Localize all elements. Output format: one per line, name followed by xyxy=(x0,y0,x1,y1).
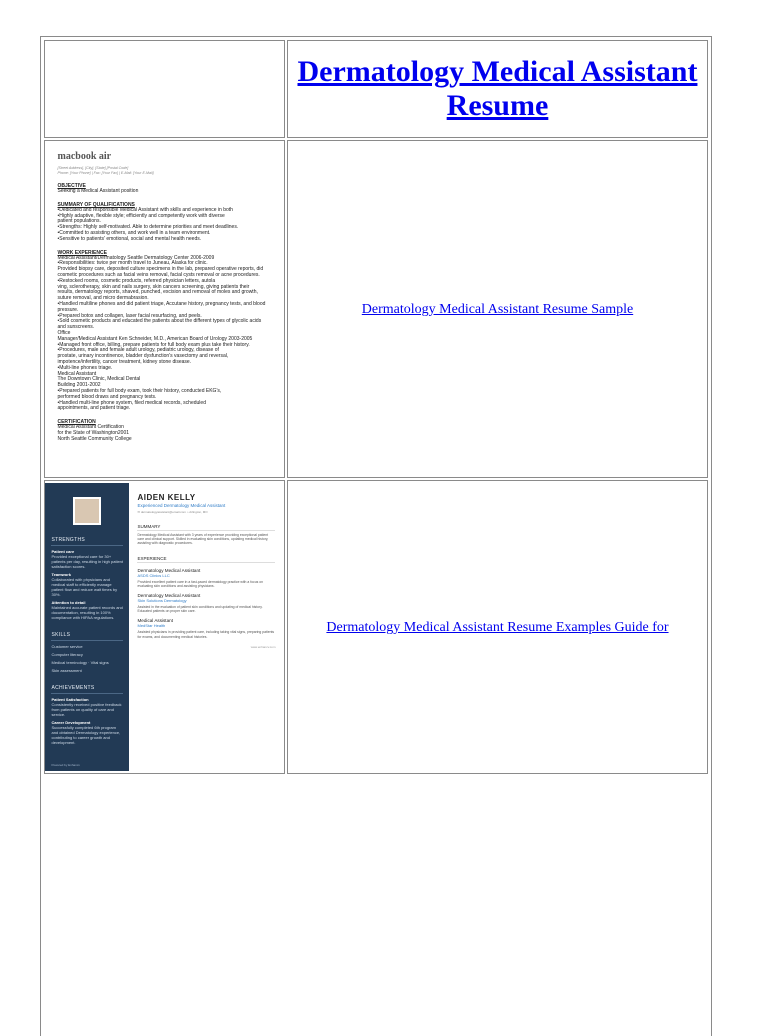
link-cell xyxy=(287,140,708,478)
thumbnail-cell xyxy=(44,480,285,774)
section-line: results, dermatology reports, shaved, punched, excision and removal of moles and growth, xyxy=(57,289,258,296)
sidebar-item-title: Patient care xyxy=(51,549,75,554)
header-row xyxy=(44,40,708,138)
section-line: Medical Assistant/Dermatology Seattle Dermatology Center 2006-2009 xyxy=(57,254,215,261)
resume-address: [Street Address], [City], [State] [Postal Code] xyxy=(57,166,129,170)
job-description: Assisted in the evaluation of patient skin conditions and updating of medical history. Educated patients on proper skin care. xyxy=(137,605,263,614)
table-row xyxy=(44,140,708,478)
title-link[interactable]: Dermatology Medical Assistant Resume xyxy=(297,55,698,122)
experience-heading: EXPERIENCE xyxy=(137,556,275,563)
resume-contact: ✉ dermatologyassistant@email.com ⌂ Arlington, MO xyxy=(137,510,208,514)
job-title: Dermatology Medical Assistant xyxy=(137,593,201,599)
section-line: •Prepared patients for full body exam, took their history, conducted EKG's, xyxy=(57,387,222,394)
sidebar-item: Customer service xyxy=(51,644,83,649)
job-title: Dermatology Medical Assistant xyxy=(137,567,201,573)
section-line: pressure. xyxy=(57,306,79,313)
section-line: Seeking a Medical Assistant position xyxy=(57,188,139,194)
empty-cell xyxy=(44,40,285,138)
section-line: The Downtown Clinic, Medical Dental xyxy=(57,376,141,383)
section-heading: SUMMARY OF QUALIFICATIONS xyxy=(57,201,135,208)
sidebar-item: Career Development Successfully completed 6th program and obtained Dermatology experience, contributing to career growth and development. xyxy=(51,720,121,745)
section-line: Provided biopsy care, deposited culture specimens in the lab, prepared operative reports, did xyxy=(57,266,264,273)
summary-heading: SUMMARY xyxy=(137,524,275,531)
section-line: ving, sclerotherapy, skin and nails surgery, skin cancers screening, giving patients their xyxy=(57,283,250,290)
resume-sample-link[interactable]: Dermatology Medical Assistant Resume Sample xyxy=(361,302,634,317)
section-line: •Prepared botox and collagen, laser facial resurfacing, and peels. xyxy=(57,312,202,319)
section-line: appointments, and patient triage. xyxy=(57,405,131,412)
summary-text: Dermatology Medical Assistant with 3 years of experience providing exceptional patient care and clinical support. Skilled in evaluating skin conditions, updating medical history, assisting with diagnostic procedures. xyxy=(137,533,269,546)
resume-main xyxy=(129,483,283,771)
sidebar-item: Patient care Provided exceptional care for 30+ patients per day, resulting in high patient satisfaction scores. xyxy=(51,549,124,569)
section-line: •Strengths: Highly self-motivated. Able to determine priorities and meet deadlines. xyxy=(57,224,239,231)
section-heading: OBJECTIVE xyxy=(57,183,86,189)
sidebar-item: Computer literacy xyxy=(51,652,83,657)
resume-table xyxy=(42,38,710,776)
section-line: impotence/infertility, cancer treatment, kidney stone disease. xyxy=(57,358,192,365)
section-heading: WORK EXPERIENCE xyxy=(57,249,107,256)
title-cell xyxy=(287,40,708,138)
section-line: •Committed to assisting others, and work well in a team environment. xyxy=(57,229,211,236)
section-line: prostate, urinary incontinence, bladder dysfunction's vasectomy and reversal, xyxy=(57,353,229,360)
sidebar-item: Attention to detail Maintained accurate patient records and documentation, resulting in 100% compliance with HIPAA regulations. xyxy=(51,600,123,620)
resume-sidebar xyxy=(45,483,129,771)
sidebar-item-title: Career Development xyxy=(51,720,91,725)
sidebar-item: Medical terminology · Vital signs xyxy=(51,660,109,665)
job-title: Medical Assistant xyxy=(137,618,173,624)
sidebar-heading: ACHIEVEMENTS xyxy=(51,685,123,694)
sidebar-item: Teamwork Collaborated with physicians and medical staff to efficiently manage patient flow and reduce wait times by 30%. xyxy=(51,572,118,597)
section-line: cosmetic procedures such as facial veins removal, facial cysts removal or acne procedures. xyxy=(57,271,260,278)
thumbnail-cell xyxy=(44,140,285,478)
job-company: ASDS Clinics LLC xyxy=(137,572,170,578)
section-line: •Dedicated and responsible Medical Assistant with skills and experience in both xyxy=(57,206,233,213)
section-line: Medical Assistant Certification xyxy=(57,424,124,431)
sidebar-item-title: Attention to detail xyxy=(51,600,86,605)
sidebar-item: Patient Satisfaction Consistently received positive feedback from patients on quality of care and service. xyxy=(51,697,122,717)
section-line: Manager/Medical Assistant Ken Schneider, M.D., American Board of Urology 2003-2005 xyxy=(57,335,253,342)
main-footer: www.enhancv.com xyxy=(250,644,276,649)
section-line: •Sensitive to patients' emotional, social and mental health needs. xyxy=(57,235,202,242)
table-row xyxy=(44,480,708,774)
section-line: suture removal, and micro dermabrasion. xyxy=(57,295,149,302)
resume-sections xyxy=(57,183,275,442)
section-line: •Procedures, male and female adult urology, pediatric urology, disease of xyxy=(57,347,219,354)
experience-list xyxy=(137,568,275,639)
section-line: Medical Assistant xyxy=(57,370,97,377)
section-line: patient populations. xyxy=(57,218,101,225)
resume-role: Experienced Dermatology Medical Assistant xyxy=(137,503,226,508)
section-line: •Highly adaptive, flexible style; efficiently and competently work with diverse xyxy=(57,212,225,219)
section-line: •Handled multi-line phone system, filed medical records, scheduled xyxy=(57,399,206,406)
sidebar-item-title: Patient Satisfaction xyxy=(51,697,89,702)
section-line: •Managed front office, billing, prepare patients for full body exam plus take their history. xyxy=(57,341,250,348)
section-line: North Seattle Community College xyxy=(57,435,132,442)
resume-thumbnail-2[interactable] xyxy=(45,483,283,771)
section-heading: CERTIFICATION xyxy=(57,419,96,426)
section-line: performed blood draws and pregnancy tests. xyxy=(57,393,157,400)
sidebar-footer: Powered by Enhancv xyxy=(51,763,80,767)
resume-name: macbook air xyxy=(57,151,112,162)
section-line: for the State of Washington2001 xyxy=(57,429,130,436)
section-line: Building 2001-2002 xyxy=(57,382,101,389)
section-line: •Responsibilities: twice per month travel to Juneau, Alaska for clinic. xyxy=(57,260,208,267)
section-line: Office xyxy=(57,329,71,336)
section-line: •Sold cosmetic products and educated the patients about the different types of glycolic acids xyxy=(57,318,262,325)
sidebar-item: Skin assessment xyxy=(51,668,82,673)
section-line: •Handled multiline phones and did patient triage, Accutane history, pregnancy tests, and blood xyxy=(57,300,266,307)
avatar xyxy=(73,497,101,525)
resume-guide-link[interactable]: Dermatology Medical Assistant Resume Examples Guide for xyxy=(326,620,669,635)
sidebar-heading: SKILLS xyxy=(51,632,123,641)
resume-contact: Phone: [Your Phone] | Fax: [Your Fax] | E-Mail: [Your E-Mail] xyxy=(57,171,154,175)
resume-name: AIDEN KELLY xyxy=(137,493,196,502)
job-description: Provided excellent patient care in a fast-paced dermatology practice with a focus on evaluating skin conditions and assisting physicians. xyxy=(137,579,264,588)
resume-thumbnail-1[interactable] xyxy=(45,141,283,477)
link-cell xyxy=(287,480,708,774)
sidebar-sections xyxy=(51,537,123,745)
section-line: •Multi-line phones triage. xyxy=(57,364,113,371)
job-company: Skin Solutions Dermatology xyxy=(137,598,187,604)
job-company: MedStar Health xyxy=(137,623,166,629)
sidebar-item-title: Teamwork xyxy=(51,572,71,577)
job-description: Assisted physicians in providing patient care, including taking vital signs, preparing patients for exams, and documenting medical histories. xyxy=(137,630,275,639)
section-line: and sunscreens. xyxy=(57,324,95,331)
sidebar-heading: STRENGTHS xyxy=(51,537,123,546)
section-line: •Restocked rooms, cosmetic products, referred physician letters, autola xyxy=(57,277,216,284)
